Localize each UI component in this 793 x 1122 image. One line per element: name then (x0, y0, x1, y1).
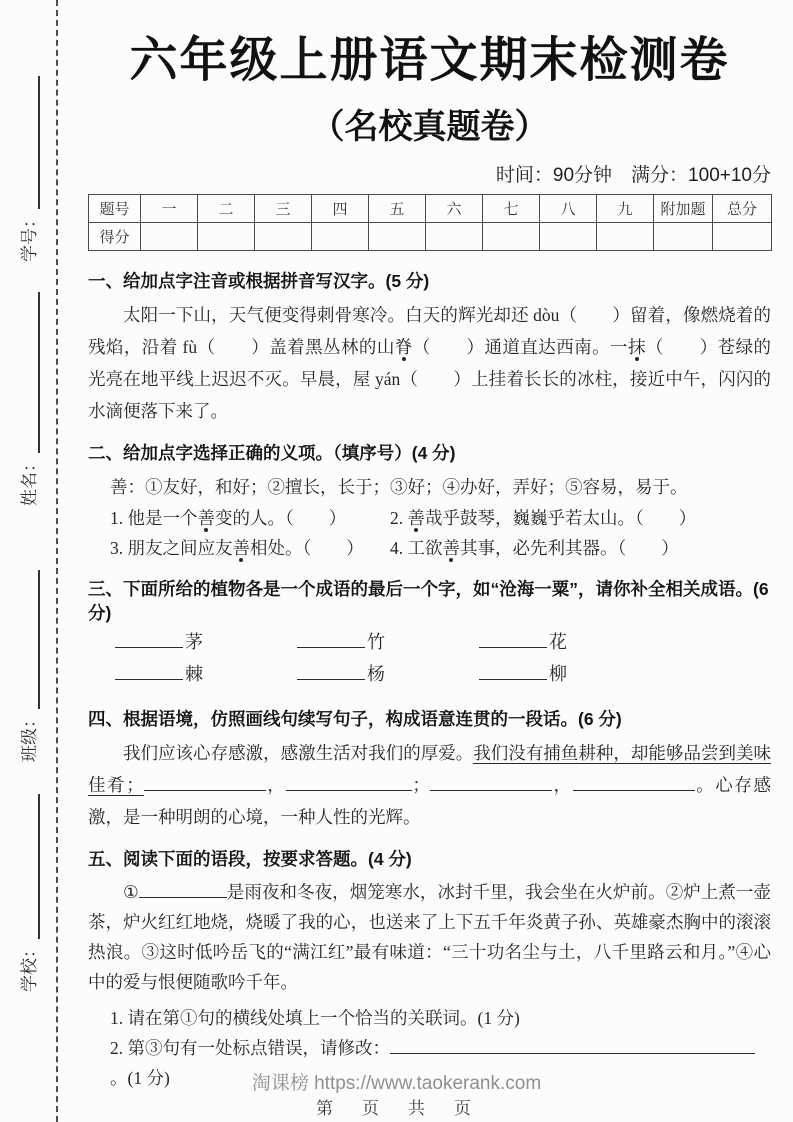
score-header-cell: 题号 (89, 195, 141, 223)
question-item (390, 503, 771, 533)
answer-blank[interactable] (390, 1035, 755, 1054)
dotted-char: 善 (197, 508, 215, 528)
score-cell[interactable] (255, 223, 312, 251)
score-cell[interactable] (483, 223, 540, 251)
item-text: 其事，必先利其器。（ ） (460, 538, 679, 558)
answer-blank[interactable] (139, 879, 227, 898)
question-item (110, 503, 390, 533)
school-fill-line[interactable] (18, 794, 40, 939)
name-label: 姓名： (20, 455, 39, 506)
question-item (110, 533, 390, 563)
idiom-cell (115, 627, 297, 657)
plant-char: 竹 (367, 632, 385, 652)
answer-blank[interactable] (144, 772, 266, 791)
name-field (14, 292, 40, 506)
score-cell[interactable] (426, 223, 483, 251)
passage-text: ， (551, 775, 573, 795)
score-cell[interactable] (713, 223, 772, 251)
class-fill-line[interactable] (18, 570, 40, 709)
answer-blank[interactable] (573, 772, 695, 791)
score-table-header-row (89, 195, 772, 223)
section-3-heading: 三、下面所给的植物各是一个成语的最后一个字，如“沧海一粟”，请你补全相关成语。(6 分) (88, 579, 769, 623)
idiom-cell (115, 659, 297, 689)
score-header-cell: 三 (255, 195, 312, 223)
score-cell[interactable] (369, 223, 426, 251)
section-1-passage (88, 299, 771, 427)
score-row-label: 得分 (89, 223, 141, 251)
passage-text: ① (123, 882, 139, 902)
answer-blank[interactable] (297, 628, 365, 648)
page-title: 六年级上册语文期末检测卷 (129, 34, 730, 87)
answer-blank[interactable] (479, 660, 547, 680)
plant-char: 茅 (185, 632, 203, 652)
score-cell[interactable] (141, 223, 198, 251)
plant-char: 花 (549, 632, 567, 652)
plant-char: 柳 (549, 664, 567, 684)
sub-question-1: 1. 请在第①句的横线处填上一个恰当的关联词。(1 分) (110, 1008, 520, 1028)
answer-blank[interactable] (286, 772, 412, 791)
dashed-cut-line (56, 0, 58, 1122)
passage-text: ， (265, 775, 287, 795)
score-header-cell: 五 (369, 195, 426, 223)
item-text: 变的人。（ ） (215, 508, 347, 528)
score-header-cell: 二 (198, 195, 255, 223)
student-id-field (14, 76, 40, 262)
score-header-cell: 六 (426, 195, 483, 223)
name-fill-line[interactable] (18, 292, 40, 453)
school-label: 学校： (20, 941, 39, 992)
page-number-footer: 第 页 共 页 (316, 1099, 477, 1118)
score-cell[interactable] (198, 223, 255, 251)
section-2-items (88, 503, 771, 563)
dotted-char: 善 (407, 508, 425, 528)
answer-blank[interactable] (115, 628, 183, 648)
score-header-cell: 七 (483, 195, 540, 223)
score-header-cell: 总分 (713, 195, 772, 223)
idiom-row (88, 659, 771, 689)
plant-char: 棘 (185, 664, 203, 684)
student-id-fill-line[interactable] (18, 76, 40, 209)
section-5-heading: 五、阅读下面的语段，按要求答题。(4 分) (88, 849, 412, 869)
passage-text: （ ）苍绿的光亮在地平线上迟迟不灭。早晨，屋 yán（ ）上挂着长长的冰柱，接近中午，闪闪的水滴便落下来了。 (88, 337, 772, 421)
dotted-char: 脊 (394, 337, 413, 357)
score-header-cell: 一 (141, 195, 198, 223)
score-cell[interactable] (597, 223, 654, 251)
idiom-row (88, 627, 771, 657)
passage-text: 我们应该心存感激，感激生活对我们的厚爱。 (123, 743, 474, 763)
score-header-cell: 附加题 (654, 195, 713, 223)
watermark-site-link[interactable]: 淘课榜 https://www.taokerank.com (251, 1073, 542, 1094)
time-score-info: 时间：90分钟 满分：100+10分 (495, 165, 771, 186)
score-header-cell: 九 (597, 195, 654, 223)
item-text: 2. (390, 508, 408, 528)
dotted-char: 善 (232, 538, 250, 558)
passage-text: ； (412, 775, 430, 795)
passage-text: 太阳一下山，天气便变得刺骨寒冷。白天的辉光却还 dòu（ ）留着，像燃烧着的残焰，沿着 fù（ ）盖着黑丛林的山 (88, 305, 771, 357)
underlined-model-sentence: 我们没有捕鱼耕种，却能够品尝到美味佳肴； (88, 743, 772, 795)
class-field (14, 570, 40, 762)
dotted-char: 抹 (627, 337, 646, 357)
answer-blank[interactable] (115, 660, 183, 680)
class-label: 班级： (20, 711, 39, 762)
idiom-cell (297, 627, 479, 657)
question-text: 2. 第③句有一处标点错误，请修改： (110, 1038, 390, 1058)
page-subtitle: （名校真题卷） (310, 108, 549, 146)
section-1-heading: 一、给加点字注音或根据拼音写汉字。(5 分) (88, 271, 430, 291)
section-4-passage (88, 737, 771, 833)
score-cell[interactable] (540, 223, 597, 251)
score-cell[interactable] (312, 223, 369, 251)
item-text: 相处。（ ） (250, 538, 364, 558)
item-text: 哉乎鼓琴，巍巍乎若太山。（ ） (425, 508, 697, 528)
idiom-cell (479, 627, 661, 657)
question-item (390, 533, 771, 563)
passage-text: （ ）通道直达西南。一 (412, 337, 628, 357)
passage-text: 是雨夜和冬夜，烟笼寒水，冰封千里，我会坐在火炉前。②炉上煮一壶茶，炉火红红地烧，烧暖了我的心，也送来了上下五千年炎黄子孙、英雄豪杰胸中的滚滚热浪。③这时低吟岳飞的“满江红”最有味道：“三十功名尘与土，八千里路云和月。”④心中的爱与恨便随歌吟千年。 (88, 882, 771, 992)
plant-char: 杨 (367, 664, 385, 684)
section-2-heading: 二、给加点字选择正确的义项。（填序号）(4 分) (88, 443, 456, 463)
school-field (14, 794, 40, 992)
answer-blank[interactable] (297, 660, 365, 680)
section-4-heading: 四、根据语境，仿照画线句续写句子，构成语意连贯的一段话。(6 分) (88, 709, 622, 729)
passage-text: 。心存感 (694, 775, 772, 795)
item-text: 1. 他是一个 (110, 508, 198, 528)
score-table-score-row (89, 223, 772, 251)
idiom-cell (297, 659, 479, 689)
main-content (88, 0, 771, 1093)
item-text: 4. 工欲 (390, 538, 443, 558)
answer-blank[interactable] (430, 772, 552, 791)
question-text: 。(1 分) (110, 1068, 170, 1088)
score-cell[interactable] (654, 223, 713, 251)
dotted-char: 善 (442, 538, 460, 558)
answer-blank[interactable] (479, 628, 547, 648)
score-header-cell: 八 (540, 195, 597, 223)
score-table (88, 194, 772, 251)
passage-text: 激，是一种明朗的心境，一种人性的光辉。 (88, 807, 421, 827)
student-id-label: 学号： (20, 211, 39, 262)
score-header-cell: 四 (312, 195, 369, 223)
idiom-cell (479, 659, 661, 689)
section-2-definitions: 善：①友好，和好；②擅长，长于；③好；④办好，弄好；⑤容易，易于。 (110, 477, 688, 497)
section-5-passage (88, 877, 771, 997)
item-text: 3. 朋友之间应友 (110, 538, 233, 558)
